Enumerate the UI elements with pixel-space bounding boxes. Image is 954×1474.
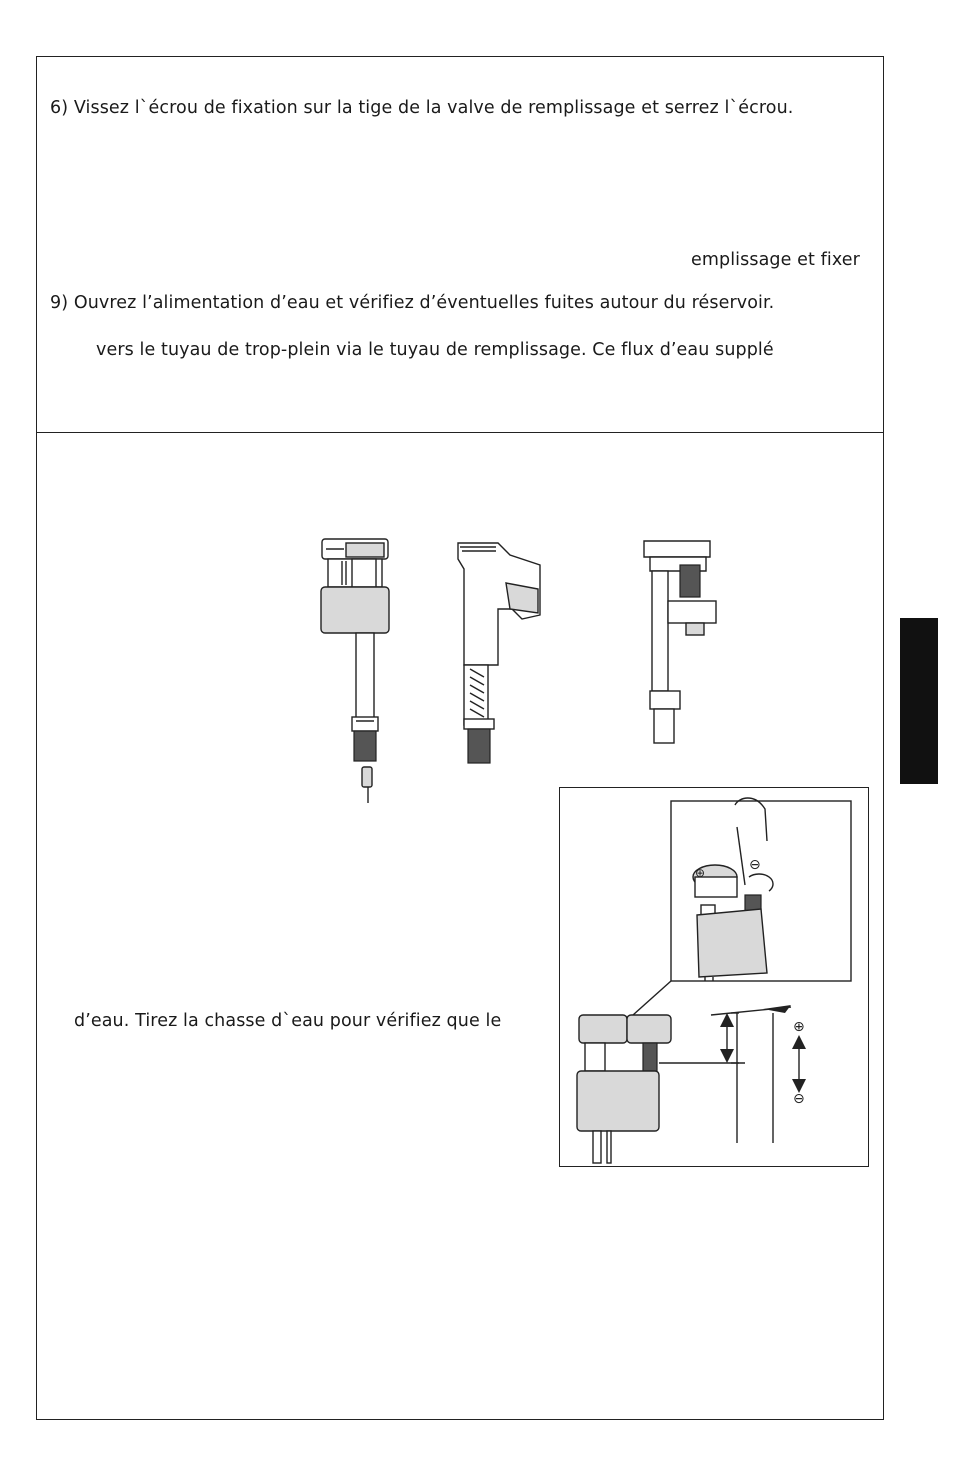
fill-valve-illustration-2 <box>452 537 544 767</box>
step-6-text: 6) Vissez l`écrou de fixation sur la tige de la valve de remplissage et serrez l`écrou. <box>50 98 794 118</box>
plus-adjust-icon: ⊕ <box>695 866 706 880</box>
refill-fragment-text: emplissage et fixer <box>691 250 860 270</box>
step-9-text: 9) Ouvrez l’alimentation d’eau et vérifiez d’éventuelles fuites autour du réservoir. <box>50 293 775 313</box>
fill-valve-illustration-3 <box>640 535 720 750</box>
float-adjustment-diagram <box>559 787 869 1167</box>
plus-icon: ⊕ <box>793 1019 805 1035</box>
section-tab <box>900 618 938 784</box>
minus-adjust-icon: ⊖ <box>749 857 761 873</box>
section-divider <box>36 432 884 433</box>
overflow-fragment-text: vers le tuyau de trop-plein via le tuyau de remplissage. Ce flux d’eau supplé <box>96 340 774 360</box>
flush-fragment-text: d’eau. Tirez la chasse d`eau pour vérifiez que le <box>74 1011 502 1031</box>
fill-valve-illustration-1 <box>316 535 396 810</box>
minus-icon: ⊖ <box>793 1091 805 1107</box>
